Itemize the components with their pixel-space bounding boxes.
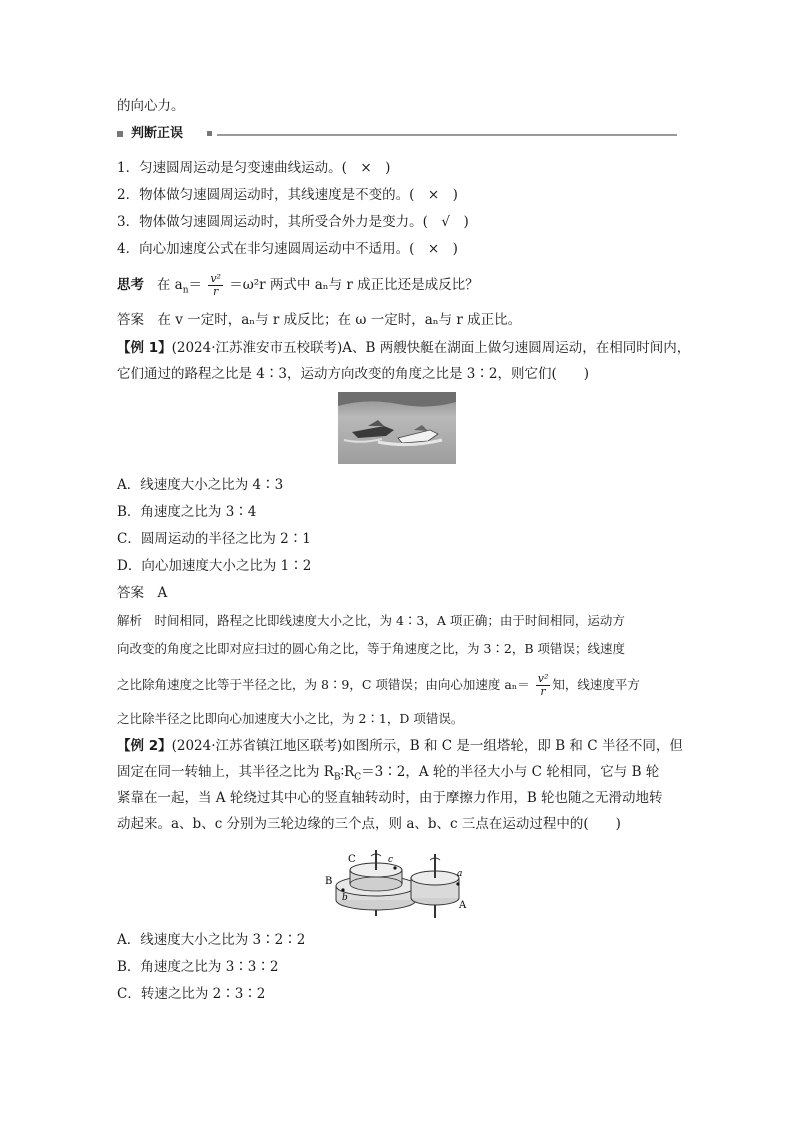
analysis-line: 向改变的角度之比即对应扫过的圆心角之比，等于角速度之比，为 3∶2，B 项错误；线速度 xyxy=(117,641,626,656)
subscript-c: C xyxy=(354,772,362,783)
section-marker-icon xyxy=(207,131,212,136)
example1-line2: 它们通过的路程之比是 4∶3，运动方向改变的角度之比是 3∶2，则它们( ) xyxy=(117,366,589,382)
speedboat-photo xyxy=(338,392,456,464)
tower-wheel-figure xyxy=(322,840,472,920)
fraction-denominator: r xyxy=(540,685,546,698)
judge-item: 4．向心加速度公式在非匀速圆周运动中不适用。( × ) xyxy=(117,241,458,257)
option-item: D．向心加速度大小之比为 1∶2 xyxy=(117,558,312,574)
section-title: 判断正误 xyxy=(131,126,184,141)
example2-line1 xyxy=(117,736,683,756)
analysis-text: 知，线速度平方 xyxy=(552,677,640,692)
analysis-text: 之比除角速度之比等于半径之比，为 8∶9，C 项错误；由向心加速度 aₙ＝ xyxy=(117,677,530,692)
think-eq: ＝ xyxy=(188,277,203,293)
analysis-line: 解析 时间相同，路程之比即线速度大小之比，为 4∶3，A 项正确；由于时间相同，运动方 xyxy=(117,613,625,628)
judge-item: 1．匀速圆周运动是匀变速曲线运动。( × ) xyxy=(117,160,391,176)
example2-text: (2024·江苏省镇江地区联考)如图所示，B 和 C 是一组塔轮，即 B 和 C 半径不同，但 xyxy=(171,738,683,754)
option-item: C．圆周运动的半径之比为 2∶1 xyxy=(117,531,311,547)
figure-label: A xyxy=(459,900,467,911)
section-rule xyxy=(217,134,677,136)
option-item: A．线速度大小之比为 4∶3 xyxy=(117,477,284,493)
figure-label: c xyxy=(388,855,394,865)
analysis-line: 之比除半径之比即向心加速度大小之比，为 2∶1，D 项错误。 xyxy=(117,711,464,726)
judge-item: 2．物体做匀速圆周运动时，其线速度是不变的。( × ) xyxy=(117,187,458,203)
intro-text: 的向心力。 xyxy=(117,98,185,114)
figure-label: C xyxy=(348,854,356,865)
example1-tag: 【例 1】 xyxy=(117,340,172,356)
example2-line4: 动起来。a、b、c 分别为三轮边缘的三个点，则 a、b、c 三点在运动过程中的( ) xyxy=(117,816,621,832)
think-pre: 在 a xyxy=(156,277,183,293)
example2-text: ∶R xyxy=(340,764,355,780)
think-fraction xyxy=(208,273,223,298)
example2-text: ＝3∶2，A 轮的半径大小与 C 轮相同，它与 B 轮 xyxy=(361,764,660,780)
section-marker-icon xyxy=(117,131,123,137)
example2-line2 xyxy=(117,762,659,788)
accel-fraction xyxy=(536,673,551,698)
example1-line1 xyxy=(117,338,690,358)
think-sub: n xyxy=(182,285,189,296)
figure-label: b xyxy=(342,893,348,903)
option-item: C．转速之比为 2∶3∶2 xyxy=(117,986,266,1002)
example1-text: (2024·江苏淮安市五校联考)A、B 两艘快艇在湖面上做匀速圆周运动，在相同时间内， xyxy=(171,340,691,356)
fraction-numerator: v² xyxy=(537,672,549,685)
example1-answer: 答案 A xyxy=(117,585,168,601)
judge-item: 3．物体做匀速圆周运动时，其所受合外力是变力。( √ ) xyxy=(117,214,469,230)
analysis-line xyxy=(117,673,640,698)
example2-tag: 【例 2】 xyxy=(117,738,172,754)
option-item: A．线速度大小之比为 3∶2∶2 xyxy=(117,932,306,948)
fraction-numerator: v² xyxy=(210,272,221,285)
think-label: 思考 xyxy=(117,277,144,293)
option-item: B．角速度之比为 3∶3∶2 xyxy=(117,959,279,975)
example2-text: 固定在同一转轴上，其半径之比为 R xyxy=(117,764,334,780)
think-question xyxy=(117,273,479,301)
figure-label: a xyxy=(457,869,463,879)
think-post: ＝ω²r 两式中 aₙ与 r 成正比还是成反比？ xyxy=(229,277,479,293)
fraction-denominator: r xyxy=(212,285,219,298)
figure-label: B xyxy=(325,876,333,887)
option-item: B．角速度之比为 3∶4 xyxy=(117,504,257,520)
section-header xyxy=(117,124,677,144)
example2-line3: 紧靠在一起，当 A 轮绕过其中心的竖直轴转动时，由于摩擦力作用，B 轮也随之无滑动地转 xyxy=(117,790,663,806)
subscript-b: B xyxy=(333,772,341,783)
think-answer: 答案 在 v 一定时，aₙ与 r 成反比；在 ω 一定时，aₙ与 r 成正比。 xyxy=(117,312,522,328)
